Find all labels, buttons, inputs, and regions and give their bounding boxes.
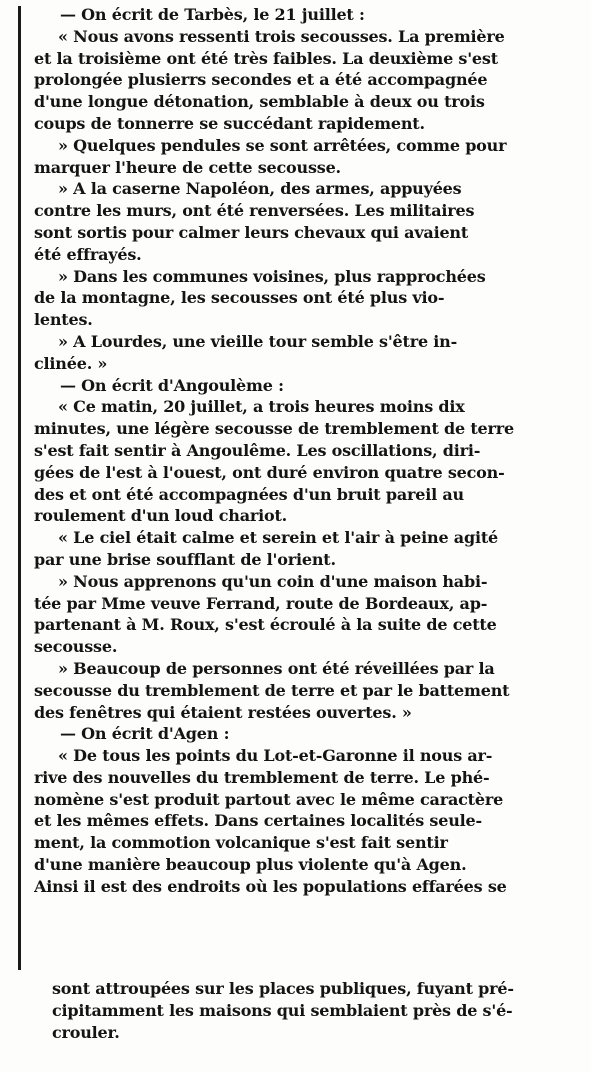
text-line: de la montagne, les secousses ont été plus vio-: [34, 288, 445, 308]
text-line: cipitamment les maisons qui semblaient près de s'é-: [52, 1000, 513, 1020]
body-agen: [34, 745, 540, 898]
text-line: et les mêmes effets. Dans certaines localités seule-: [34, 811, 482, 831]
text-line: et la troisième ont été très faibles. La deuxième s'est: [34, 48, 498, 68]
text-line: des fenêtres qui étaient restées ouvertes. »: [34, 702, 412, 722]
text-line: sont attroupées sur les places publiques, fuyant pré-: [52, 979, 514, 998]
text-line: marquer l'heure de cette secousse.: [34, 157, 341, 177]
text-line: lentes.: [34, 310, 93, 330]
article-column: [34, 4, 540, 898]
text-line: crouler.: [52, 1022, 120, 1042]
text-line: d'une manière beaucoup plus violente qu'à Agen.: [34, 855, 467, 875]
text-line: minutes, une légère secousse de tremblement de terre: [34, 419, 514, 439]
text-line: par une brise soufflant de l'orient.: [34, 549, 336, 569]
body-angouleme: [34, 396, 540, 723]
text-line: « De tous les points du Lot-et-Garonne il nous ar-: [58, 746, 493, 766]
text-line: sont sortis pour calmer leurs chevaux qui avaient: [34, 222, 469, 242]
text-line: partenant à M. Roux, s'est écroulé à la suite de cette: [34, 615, 497, 635]
text-line: d'une longue détonation, semblable à deux ou trois: [34, 92, 485, 112]
text-line: « Nous avons ressenti trois secousses. La première: [58, 26, 505, 46]
text-line: » Dans les communes voisines, plus rapprochées: [58, 266, 486, 286]
text-line: ment, la commotion volcanique s'est fait sentir: [34, 833, 448, 853]
text-line: » Quelques pendules se sont arrêtées, comme pour: [58, 135, 507, 155]
text-line: tée par Mme veuve Ferrand, route de Bordeaux, ap-: [34, 593, 488, 613]
text-line: roulement d'un loud chariot.: [34, 506, 288, 526]
body-tarbes: [34, 26, 540, 375]
article-continuation: [52, 978, 540, 1043]
column-rule: [18, 6, 21, 970]
text-line: rive des nouvelles du tremblement de terre. Le phé-: [34, 767, 490, 787]
text-line: » A Lourdes, une vieille tour semble s'être in-: [58, 331, 458, 351]
text-line: » Nous apprenons qu'un coin d'une maison habi-: [58, 571, 488, 591]
text-line: s'est fait sentir à Angoulême. Les oscillations, diri-: [34, 440, 481, 460]
text-line: clinée. »: [34, 353, 108, 373]
dateline-agen: — On écrit d'Agen :: [60, 724, 230, 744]
text-line: prolongée plusierrs secondes et a été accompagnée: [34, 70, 488, 90]
text-line: Ainsi il est des endroits où les populations effarées se: [34, 876, 507, 896]
text-line: contre les murs, ont été renversées. Les militaires: [34, 201, 475, 221]
text-line: coups de tonnerre se succédant rapidement.: [34, 113, 425, 133]
text-line: secousse du tremblement de terre et par le battement: [34, 680, 510, 700]
text-line: « Le ciel était calme et serein et l'air à peine agité: [58, 528, 499, 548]
text-line: gées de l'est à l'ouest, ont duré environ quatre secon-: [34, 462, 505, 482]
text-line: été effrayés.: [34, 244, 142, 264]
text-line: » Beaucoup de personnes ont été réveillées par la: [58, 658, 495, 678]
dateline-tarbes: — On écrit de Tarbès, le 21 juillet :: [60, 5, 365, 24]
text-line: des et ont été accompagnées d'un bruit pareil au: [34, 484, 464, 504]
text-line: « Ce matin, 20 juillet, a trois heures moins dix: [58, 397, 465, 417]
text-line: nomène s'est produit partout avec le même caractère: [34, 789, 504, 809]
dateline-angouleme: — On écrit d'Angoulème :: [60, 375, 284, 395]
text-line: secousse.: [34, 637, 118, 657]
text-line: » A la caserne Napoléon, des armes, appuyées: [58, 179, 462, 199]
